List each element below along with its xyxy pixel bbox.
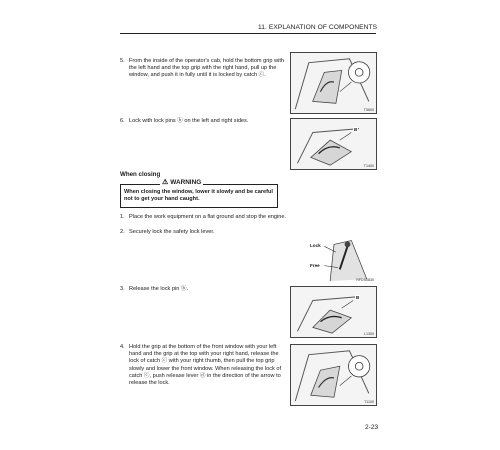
- section-header: 11. EXPLANATION OF COMPONENTS: [258, 24, 378, 31]
- step-number: 4.: [120, 344, 125, 350]
- step-number: 6.: [120, 118, 125, 124]
- lock-label: Lock: [310, 243, 321, 248]
- figure-lower-window: [290, 344, 377, 406]
- step-text: Securely lock the safety lock lever.: [129, 229, 215, 235]
- step-number: 3.: [120, 286, 125, 292]
- figure-window-raise: [290, 52, 377, 114]
- step-5: [120, 58, 288, 80]
- figure-callout: B: [356, 295, 360, 300]
- figure-release-lock-pin-drawing: [291, 287, 376, 337]
- warning-text: When closing the window, lower it slowly and be careful not to get your hand caught.: [124, 189, 273, 203]
- warning-title: [160, 178, 203, 186]
- figure-callout: B: [354, 127, 358, 132]
- figure-window-raise-drawing: [291, 53, 376, 113]
- figure-release-lock-pin: [290, 286, 377, 338]
- section-subheading: When closing: [120, 171, 161, 178]
- step-number: 1.: [120, 214, 125, 220]
- figure-lock-pins: [290, 118, 377, 170]
- step-number: 2.: [120, 229, 125, 235]
- figure-code: L1300: [364, 332, 374, 336]
- figure-code: T5600: [363, 108, 374, 112]
- warning-title-text: WARNING: [170, 179, 202, 186]
- step-6: [120, 118, 288, 125]
- warning-triangle-icon: ⚠: [162, 179, 169, 186]
- header-rule: [120, 33, 376, 34]
- step-text: Hold the grip at the bottom of the front window with your left hand and the grip at the top with your right hand, release the lock of catch ⓒ with your right thumb, then pull the top grip slowly and lower the front window. When releasing the lock of catch ⓒ, push release lever ⓓ in the direction of the arrow to release the lock.: [129, 344, 282, 387]
- closing-step-2: [120, 229, 288, 236]
- closing-step-4: [120, 344, 288, 387]
- figure-code: T1100: [364, 400, 374, 404]
- step-text: Place the work equipment on a flat ground and stop the engine.: [129, 214, 287, 220]
- step-text: Lock with lock pins ⓑ on the left and right sides.: [129, 118, 249, 124]
- free-label: Free: [310, 263, 320, 268]
- step-number: 5.: [120, 58, 125, 64]
- figure-safety-lock-lever-drawing: [291, 227, 376, 283]
- step-text: From the inside of the operator's cab, hold the bottom grip with the left hand and the top grip with the right hand, pull up the window, and push it in fully until it is locked by catch ⓒ.: [129, 58, 284, 79]
- figure-lock-pins-drawing: [291, 119, 376, 169]
- figure-code: T1400: [363, 164, 374, 168]
- figure-code: RFDS0830: [356, 278, 374, 282]
- step-text: Release the lock pin ⓑ.: [129, 286, 189, 292]
- figure-lower-window-drawing: [291, 345, 376, 405]
- closing-step-1: [120, 214, 310, 221]
- page-number: 2-23: [365, 424, 379, 431]
- figure-safety-lock-lever: [290, 226, 377, 284]
- closing-step-3: [120, 286, 288, 293]
